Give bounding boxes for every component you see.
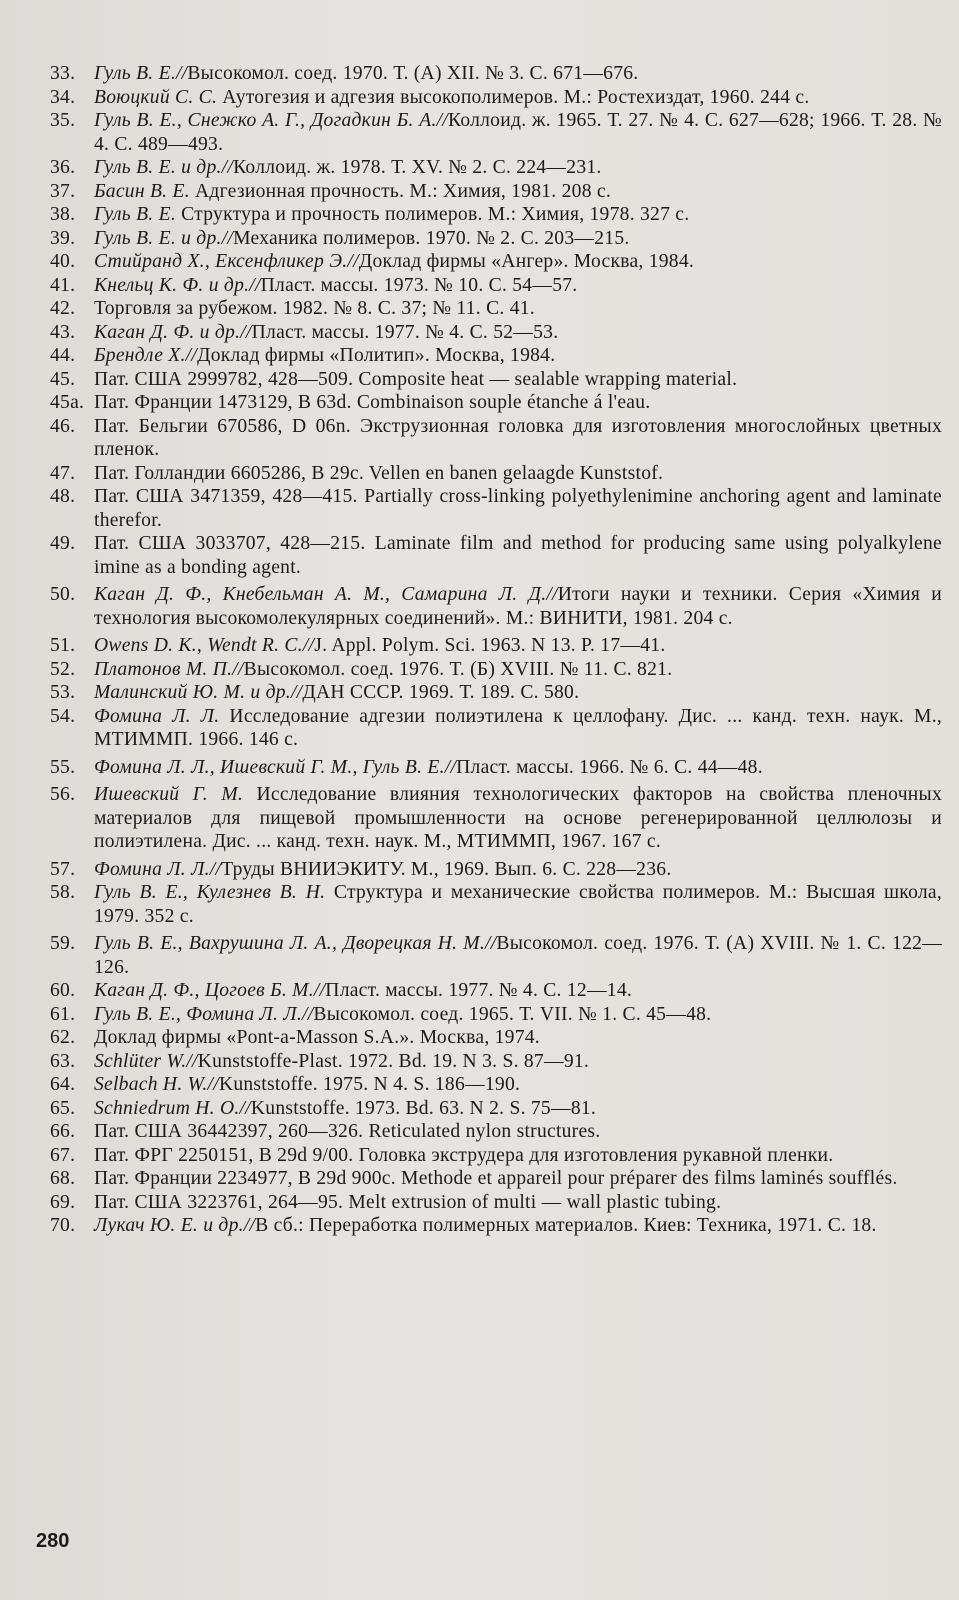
reference-number: 64. bbox=[50, 1074, 76, 1095]
reference-text: Пат. Франции 2234977, B 29d 900c. Methode et appareil pour préparer des films laminés soufflés. bbox=[94, 1168, 898, 1189]
reference-author: Лукач Ю. Е. и др.// bbox=[94, 1215, 256, 1236]
reference-number: 49. bbox=[50, 533, 76, 554]
reference-author: Фомина Л. Л.// bbox=[94, 858, 222, 880]
reference-item bbox=[50, 756, 942, 780]
reference-text: Коллоид. ж. 1978. Т. XV. № 2. С. 224—231. bbox=[233, 157, 602, 178]
reference-author: Стийранд Х., Ексенфликер Э.// bbox=[94, 251, 359, 272]
reference-text: Высокомол. соед. 1976. Т. (А) XVIII. № 1. С. 122—126. bbox=[94, 933, 943, 978]
reference-text: Высокомол. соед. 1976. Т. (Б) XVIII. № 11. С. 821. bbox=[243, 658, 673, 680]
reference-item bbox=[50, 415, 942, 462]
reference-number: 40. bbox=[50, 251, 76, 272]
reference-text: Пат. Бельгии 670586, D 06n. Экструзионная головка для изготовления многослойных цветных пленок. bbox=[94, 415, 942, 460]
reference-number: 52. bbox=[50, 658, 76, 680]
reference-number: 58. bbox=[50, 882, 76, 903]
reference-text: Доклад фирмы «Pont-a-Masson S.A.». Москва, 1974. bbox=[94, 1027, 540, 1048]
reference-item bbox=[50, 1191, 942, 1215]
reference-number: 59. bbox=[50, 933, 76, 954]
reference-text: Механика полимеров. 1970. № 2. С. 203—215. bbox=[233, 227, 630, 249]
reference-item bbox=[50, 250, 942, 274]
reference-number: 69. bbox=[50, 1191, 76, 1213]
reference-number: 35. bbox=[50, 110, 76, 131]
reference-text: Пат. США 2999782, 428—509. Composite heat — sealable wrapping material. bbox=[94, 368, 738, 390]
reference-text: Коллоид. ж. 1965. Т. 27. № 4. С. 627—628; 1966. Т. 28. № 4. С. 489—493. bbox=[94, 110, 942, 155]
reference-item bbox=[50, 462, 942, 486]
reference-text: Аутогезия и адгезия высокополимеров. М.: Ростехиздат, 1960. 244 с. bbox=[217, 86, 810, 108]
reference-number: 33. bbox=[50, 63, 76, 84]
reference-list bbox=[50, 62, 942, 1238]
reference-text: Kunststoffe-Plast. 1972. Bd. 19. N 3. S. 87—91. bbox=[197, 1050, 590, 1072]
reference-number: 45a. bbox=[50, 392, 85, 413]
reference-text: Пат. США 3033707, 428—215. Laminate film and method for producing same using polyalkylene imine as a bonding agent. bbox=[94, 533, 942, 578]
reference-author: Гуль В. Е.// bbox=[94, 63, 188, 84]
reference-text: Труды ВНИИЭКИТУ. М., 1969. Вып. 6. С. 228—236. bbox=[221, 858, 672, 880]
reference-item bbox=[50, 391, 942, 415]
reference-item bbox=[50, 1214, 942, 1238]
reference-number: 51. bbox=[50, 635, 76, 656]
reference-text: Исследование влияния технологических факторов на свойства пленочных материалов для пищевой промышленности на основе регенерированной целлюлозы и полиэтилена. Дис. ... канд. техн. наук. М., МТИММП, 1967. 167 с. bbox=[94, 784, 942, 852]
reference-text: Итоги науки и техники. Серия «Химия и технология высокомолекулярных соединений». М.: ВИНИТИ, 1981. 204 с. bbox=[94, 584, 942, 629]
reference-number: 67. bbox=[50, 1144, 76, 1166]
reference-text: ДАН СССР. 1969. Т. 189. С. 580. bbox=[302, 682, 580, 703]
reference-text: J. Appl. Polym. Sci. 1963. N 13. P. 17—41. bbox=[314, 635, 666, 656]
reference-item bbox=[50, 297, 942, 321]
reference-item bbox=[50, 705, 942, 752]
reference-number: 62. bbox=[50, 1027, 76, 1048]
reference-text: Пат. США 3223761, 264—95. Melt extrusion of multi — wall plastic tubing. bbox=[94, 1191, 722, 1213]
reference-author: Schniedrum H. O.// bbox=[94, 1097, 251, 1119]
reference-number: 47. bbox=[50, 462, 76, 484]
reference-text: Пласт. массы. 1977. № 4. С. 12—14. bbox=[325, 980, 633, 1001]
reference-item bbox=[50, 1097, 942, 1121]
reference-text: Адгезионная прочность. М.: Химия, 1981. 208 с. bbox=[189, 180, 611, 202]
reference-text: Высокомол. соед. 1965. Т. VII. № 1. С. 45—48. bbox=[313, 1003, 712, 1025]
reference-author: Платонов М. П.// bbox=[94, 658, 244, 680]
reference-text: Пласт. массы. 1966. № 6. С. 44—48. bbox=[456, 756, 763, 778]
reference-item bbox=[50, 1026, 942, 1050]
reference-number: 36. bbox=[50, 157, 76, 178]
reference-number: 60. bbox=[50, 980, 76, 1001]
reference-item bbox=[50, 485, 942, 532]
reference-author: Фомина Л. Л., Ишевский Г. М., Гуль В. Е.// bbox=[94, 756, 457, 778]
reference-item bbox=[50, 783, 942, 854]
reference-item bbox=[50, 368, 942, 392]
reference-item bbox=[50, 932, 942, 979]
reference-text: В сб.: Переработка полимерных материалов. Киев: Техника, 1971. С. 18. bbox=[255, 1215, 877, 1236]
reference-number: 39. bbox=[50, 227, 76, 249]
reference-number: 70. bbox=[50, 1215, 76, 1236]
reference-text: Пат. Голландии 6605286, B 29c. Vellen en banen gelaagde Kunststof. bbox=[94, 462, 664, 484]
reference-item bbox=[50, 1073, 942, 1097]
reference-text: Торговля за рубежом. 1982. № 8. С. 37; № 11. С. 41. bbox=[94, 298, 535, 319]
reference-item bbox=[50, 583, 942, 630]
reference-number: 65. bbox=[50, 1097, 76, 1119]
reference-number: 45. bbox=[50, 368, 76, 390]
reference-text: Доклад фирмы «Политип». Москва, 1984. bbox=[197, 345, 556, 366]
reference-text: Пат. США 36442397, 260—326. Reticulated nylon structures. bbox=[94, 1121, 601, 1142]
reference-author: Owens D. K., Wendt R. C.// bbox=[94, 635, 315, 656]
reference-author: Гуль В. Е., Снежко А. Г., Догадкин Б. А.// bbox=[94, 110, 448, 131]
page-number: 280 bbox=[36, 1530, 70, 1552]
reference-item bbox=[50, 681, 942, 705]
reference-text: Пат. ФРГ 2250151, B 29d 9/00. Головка экструдера для изготовления рукавной пленки. bbox=[94, 1144, 834, 1166]
reference-author: Schlüter W.// bbox=[94, 1050, 198, 1072]
reference-author: Воюцкий С. С. bbox=[94, 86, 218, 108]
reference-item bbox=[50, 1003, 942, 1027]
reference-item bbox=[50, 274, 942, 298]
reference-item bbox=[50, 634, 942, 658]
reference-number: 37. bbox=[50, 180, 76, 202]
reference-number: 57. bbox=[50, 858, 76, 880]
reference-item bbox=[50, 227, 942, 251]
reference-number: 53. bbox=[50, 682, 76, 703]
reference-item bbox=[50, 203, 942, 227]
reference-item bbox=[50, 1120, 942, 1144]
reference-item bbox=[50, 1050, 942, 1074]
reference-item bbox=[50, 321, 942, 345]
reference-author: Ишевский Г. М. bbox=[94, 784, 244, 805]
reference-number: 44. bbox=[50, 345, 76, 366]
reference-item bbox=[50, 658, 942, 682]
reference-author: Басин В. Е. bbox=[94, 180, 190, 202]
reference-number: 61. bbox=[50, 1003, 76, 1025]
reference-text: Пат. США 3471359, 428—415. Partially cross-linking polyethylenimine anchoring agent and laminate therefor. bbox=[94, 486, 942, 531]
reference-item bbox=[50, 532, 942, 579]
reference-number: 54. bbox=[50, 705, 76, 727]
reference-text: Структура и механические свойства полимеров. М.: Высшая школа, 1979. 352 с. bbox=[94, 882, 942, 927]
reference-text: Kunststoffe. 1973. Bd. 63. N 2. S. 75—81. bbox=[250, 1097, 597, 1119]
reference-author: Гуль В. Е., Кулезнев В. Н. bbox=[94, 882, 326, 903]
reference-item bbox=[50, 86, 942, 110]
reference-item bbox=[50, 180, 942, 204]
reference-author: Гуль В. Е. и др.// bbox=[94, 157, 234, 178]
reference-number: 50. bbox=[50, 584, 76, 605]
reference-item bbox=[50, 344, 942, 368]
reference-text: Kunststoffe. 1975. N 4. S. 186—190. bbox=[218, 1074, 521, 1095]
reference-number: 46. bbox=[50, 415, 76, 437]
reference-text: Структура и прочность полимеров. М.: Химия, 1978. 327 с. bbox=[175, 204, 690, 225]
reference-author: Каган Д. Ф. и др.// bbox=[94, 321, 252, 343]
reference-author: Гуль В. Е., Фомина Л. Л.// bbox=[94, 1003, 314, 1025]
reference-number: 66. bbox=[50, 1121, 76, 1142]
reference-item bbox=[50, 881, 942, 928]
reference-item bbox=[50, 1167, 942, 1191]
reference-number: 55. bbox=[50, 756, 76, 778]
reference-number: 41. bbox=[50, 274, 76, 296]
reference-text: Исследование адгезии полиэтилена к целлофану. Дис. ... канд. техн. наук. М., МТИММП. 1966. 146 с. bbox=[94, 705, 942, 750]
reference-item bbox=[50, 979, 942, 1003]
reference-author: Гуль В. Е. bbox=[94, 204, 176, 225]
reference-author: Каган Д. Ф., Кнебельман А. М., Самарина Л. Д.// bbox=[94, 584, 558, 605]
reference-item bbox=[50, 1144, 942, 1168]
reference-number: 56. bbox=[50, 784, 76, 805]
reference-text: Пат. Франции 1473129, B 63d. Combinaison souple étanche á l'eau. bbox=[94, 392, 651, 413]
reference-number: 38. bbox=[50, 204, 76, 225]
reference-text: Доклад фирмы «Ангер». Москва, 1984. bbox=[358, 251, 695, 272]
reference-number: 34. bbox=[50, 86, 76, 108]
reference-author: Малинский Ю. М. и др.// bbox=[94, 682, 303, 703]
reference-author: Кнельц К. Ф. и др.// bbox=[94, 274, 261, 296]
reference-number: 48. bbox=[50, 486, 76, 507]
reference-author: Каган Д. Ф., Цогоев Б. М.// bbox=[94, 980, 326, 1001]
reference-text: Пласт. массы. 1973. № 10. С. 54—57. bbox=[260, 274, 578, 296]
reference-author: Selbach H. W.// bbox=[94, 1074, 219, 1095]
reference-item bbox=[50, 156, 942, 180]
reference-item bbox=[50, 109, 942, 156]
reference-text: Высокомол. соед. 1970. Т. (А) XII. № 3. С. 671—676. bbox=[187, 63, 639, 84]
reference-item bbox=[50, 858, 942, 882]
reference-author: Гуль В. Е. и др.// bbox=[94, 227, 234, 249]
reference-author: Брендле Х.// bbox=[94, 345, 198, 366]
reference-item bbox=[50, 62, 942, 86]
reference-number: 43. bbox=[50, 321, 76, 343]
reference-author: Фомина Л. Л. bbox=[94, 705, 220, 727]
reference-number: 42. bbox=[50, 298, 76, 319]
reference-author: Гуль В. Е., Вахрушина Л. А., Дворецкая Н. М.// bbox=[94, 933, 497, 954]
reference-text: Пласт. массы. 1977. № 4. С. 52—53. bbox=[251, 321, 559, 343]
reference-number: 68. bbox=[50, 1168, 76, 1189]
reference-number: 63. bbox=[50, 1050, 76, 1072]
